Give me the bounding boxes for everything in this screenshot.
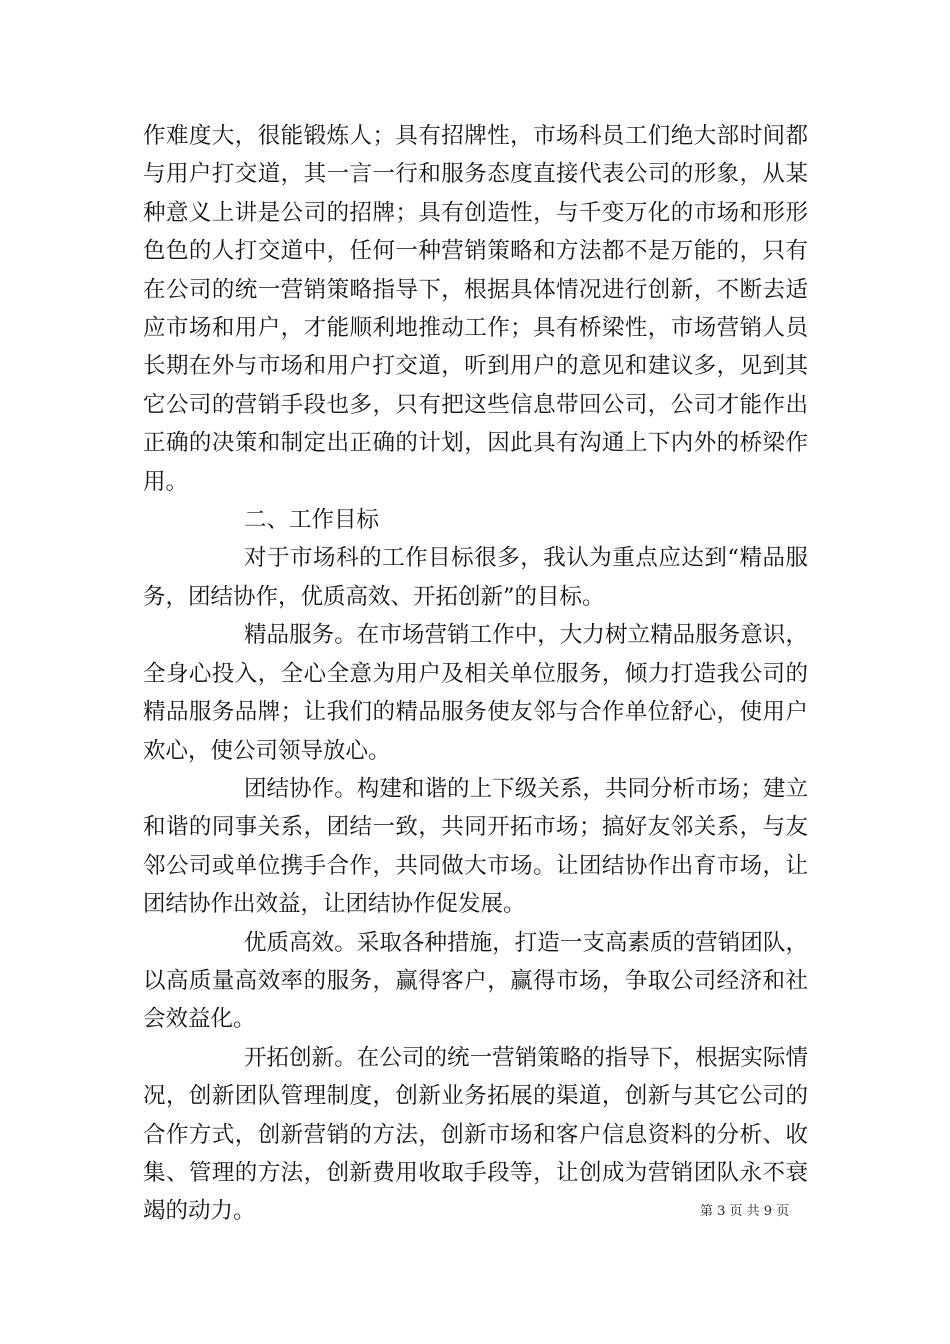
section-heading-work-goals: 二、工作目标 — [244, 507, 380, 534]
paragraph-quality-service: 精品服务。在市场营销工作中，大力树立精品服务意识，全身心投入，全心全意为用户及相关单位服务，倾力打造我公司的精品服务品牌；让我们的精品服务使友邻与合作单位舒心，使用户欢心，使公司领导放心。 — [143, 622, 808, 764]
paragraph-teamwork: 团结协作。构建和谐的上下级关系，共同分析市场；建立和谐的同事关系，团结一致，共同开拓市场；搞好友邻关系，与友邻公司或单位携手合作，共同做大市场。让团结协作出育市场，让团结协作出效益，让团结协作促发展。 — [143, 775, 808, 918]
paragraph-high-efficiency: 优质高效。采取各种措施，打造一支高素质的营销团队，以高质量高效率的服务，赢得客户，赢得市场，争取公司经济和社会效益化。 — [143, 929, 808, 1033]
paragraph-goals-overview: 对于市场科的工作目标很多，我认为重点应达到“精品服务，团结协作，优质高效、开拓创新”的目标。 — [143, 545, 808, 610]
document-body — [143, 117, 808, 1231]
paragraph-innovation: 开拓创新。在公司的统一营销策略的指导下，根据实际情况，创新团队管理制度，创新业务拓展的渠道，创新与其它公司的合作方式，创新营销的方法，创新市场和客户信息资料的分析、收集、管理的方法，创新费用收取手段等，让创成为营销团队永不衰竭的动力。 — [143, 1044, 808, 1225]
paragraph-intro-continued: 作难度大，很能锻炼人；具有招牌性，市场科员工们绝大部时间都与用户打交道，其一言一行和服务态度直接代表公司的形象，从某种意义上讲是公司的招牌；具有创造性，与千变万化的市场和形形色色的人打交道中，任何一种营销策略和方法都不是万能的，只有在公司的统一营销策略指导下，根据具体情况进行创新，不断去适应市场和用户，才能顺利地推动工作；具有桥梁性，市场营销人员长期在外与市场和用户打交道，听到用户的意见和建议多，见到其它公司的营销手段也多，只有把这些信息带回公司，公司才能作出正确的决策和制定出正确的计划，因此具有沟通上下内外的桥梁作用。 — [143, 123, 808, 495]
page-number-footer: 第 3 页 共 9 页 — [700, 1204, 790, 1219]
